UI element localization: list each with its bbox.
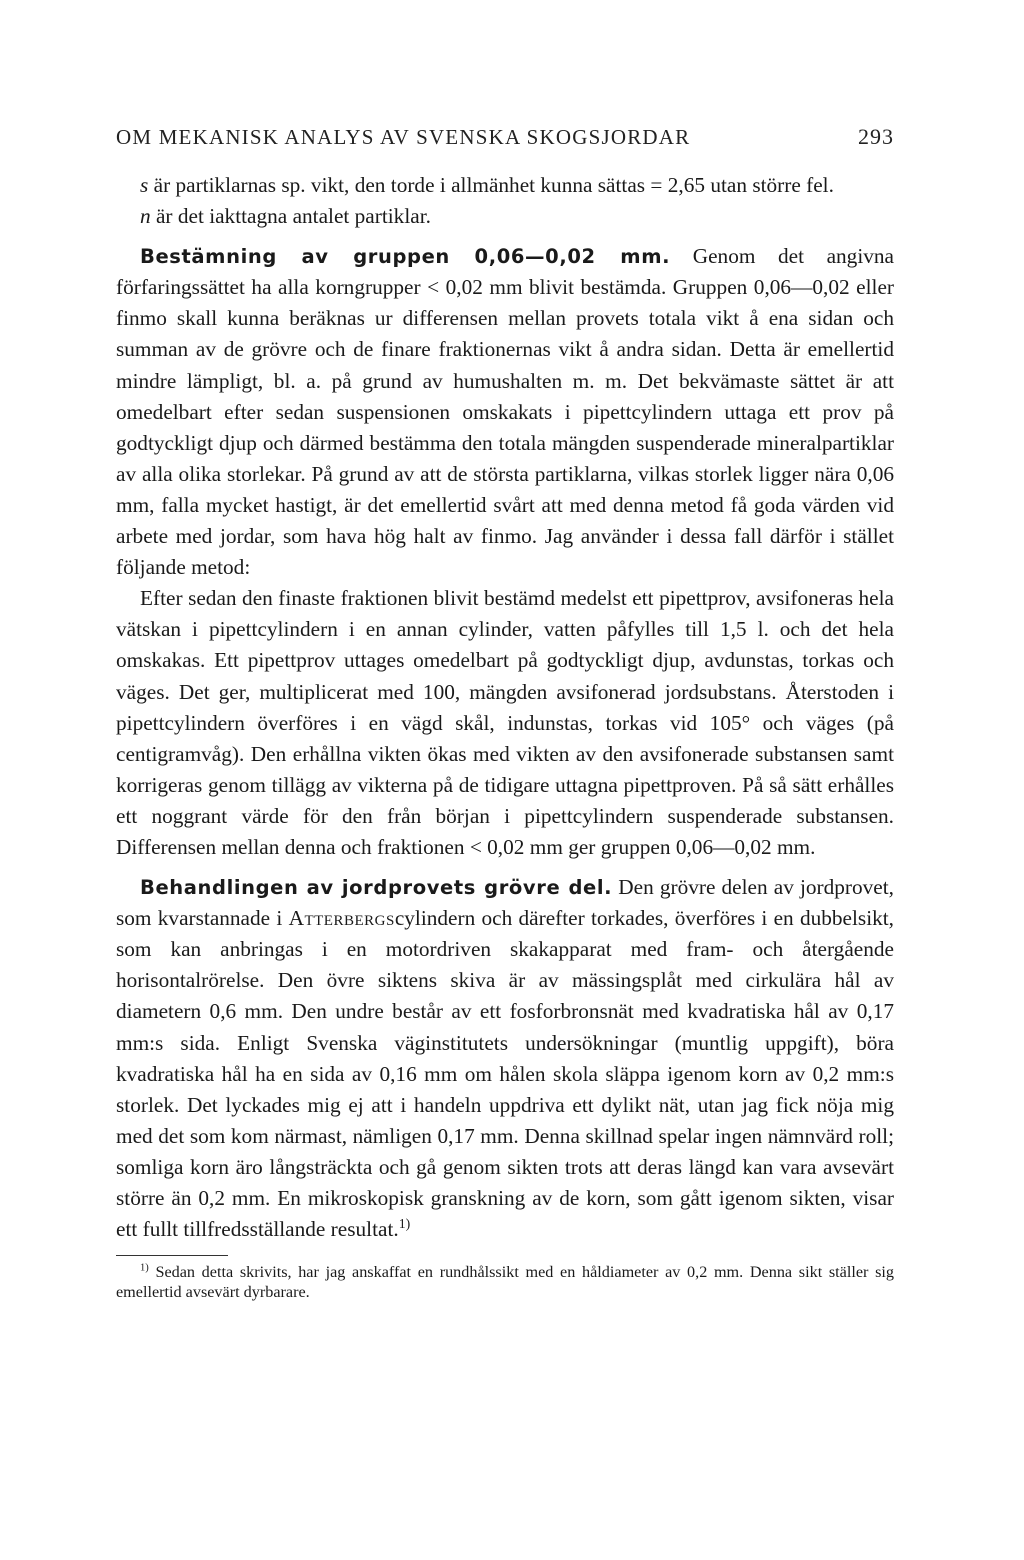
section-gruppen [116,241,894,583]
paragraph-text: Efter sedan den finaste fraktionen blivit bestämd medelst ett pipettprov, avsifoneras hela vätskan i pipettcylindern i en annan cylinder, vatten påfylles till 1,5 l. och det hela omskakas. Ett pipettprov uttages omedelbart på godtyckligt djup, avdunstas, torkas och väges. Det ger, multiplicerat med 100, mängden avsifonerad jordsubstans. Återstoden i pipettcylindern överföres i en vägd skål, indunstas, torkas vid 105° och väges (på centigramvåg). Den erhållna vikten ökas med vikten av den avsifonerade substansen samt korrigeras genom tillägg av vikterna på de tidigare uttagna pipettproven. På så sätt erhålles ett noggrant värde för den från början i pipettcylindern suspenderade substansen. Differensen mellan denna och fraktionen < 0,02 mm ger gruppen 0,06—0,02 mm. [116,586,894,859]
section-text: Den grövre delen av jordprovet, som kvarstannade i [116,875,894,931]
running-header [116,124,894,150]
body-text [116,170,894,1245]
paragraph-n-definition [116,201,894,232]
symbol-s: s [140,173,149,197]
footnote-marker: 1) [140,1262,149,1274]
symbol-n: n [140,204,151,229]
footnote [116,1262,894,1302]
section-heading: Behandlingen av jordprovets grövre del. [140,876,613,900]
section-heading: Bestämning av gruppen 0,06—0,02 mm. [140,245,671,269]
document-page [116,124,894,1302]
section-text-continued: cylindern och därefter torkades, överföres i en dubbelsikt, som kan anbringas i en motordriven skakapparat med fram- och återgående horisontalrörelse. Den övre siktens skiva är av mässingsplåt med cirkulära hål av diametern 0,6 mm. Den undre består av ett fosforbronsnät med kvadratiska hål av 0,17 mm:s sida. Enligt Svenska väginstitutets undersökningar (muntlig uppgift), böra kvadratiska hål ha en sida av 0,16 mm om hålen skola släppa igenom korn av 0,2 mm:s storlek. Det lyckades mig ej att i handeln uppdriva ett dylikt nät, utan jag fick nöja mig med det som kom närmast, nämligen 0,17 mm. Denna skillnad spelar ingen nämnvärd roll; somliga korn äro långsträckta och gå genom sikten trots att deras längd kan vara avsevärt större än 0,2 mm. En mikroskopisk granskning av de korn, som gått igenom sikten, visar ett fullt tillfredsställande resultat. [116,906,895,1242]
paragraph-method [116,583,894,863]
paragraph-text: är partiklarnas sp. vikt, den torde i allmänhet kunna sättas = 2,65 utan större fel. [148,173,834,197]
section-text: Genom det angivna förfaringssättet ha alla korngrupper < 0,02 mm blivit bestämda. Gruppen 0,06—0,02 eller finmo skall kunna beräknas ur differensen mellan provets totala vikt å ena sidan och summan av de grövre och de finare fraktionernas vikt å andra sidan. Detta är emellertid mindre lämpligt, bl. a. på grund av humushalten m. m. Det bekvämaste sättet är att omedelbart efter sedan suspensionen omskakats i pipettcylindern uttaga ett prov på godtyckligt djup och därmed bestämma den totala mängden suspenderade mineralpartiklar av alla olika storlekar. På grund av att de största partiklarna, vilkas storlek ligger nära 0,06 mm, falla mycket hastigt, är det emellertid svårt att med denna metod få goda värden vid arbete med jordar, som hava hög halt av finmo. Jag använder i dessa fall därför i stället följande metod: [116,244,894,580]
section-behandlingen [116,872,894,1245]
footnote-rule [116,1255,228,1256]
footnote-text: Sedan detta skrivits, har jag anskaffat en rundhålssikt med en håldiameter av 0,2 mm. Denna sikt ställer sig emellertid avsevärt dyrbarare. [116,1263,894,1302]
paragraph-s-definition [116,170,894,201]
footnote-reference: 1) [398,1216,411,1231]
paragraph-text: är det iakttagna antalet partiklar. [150,204,431,229]
page-number: 293 [858,124,894,149]
running-title: OM MEKANISK ANALYS AV SVENSKA SKOGSJORDAR [116,125,691,149]
author-name: Atterbergs [288,906,395,931]
